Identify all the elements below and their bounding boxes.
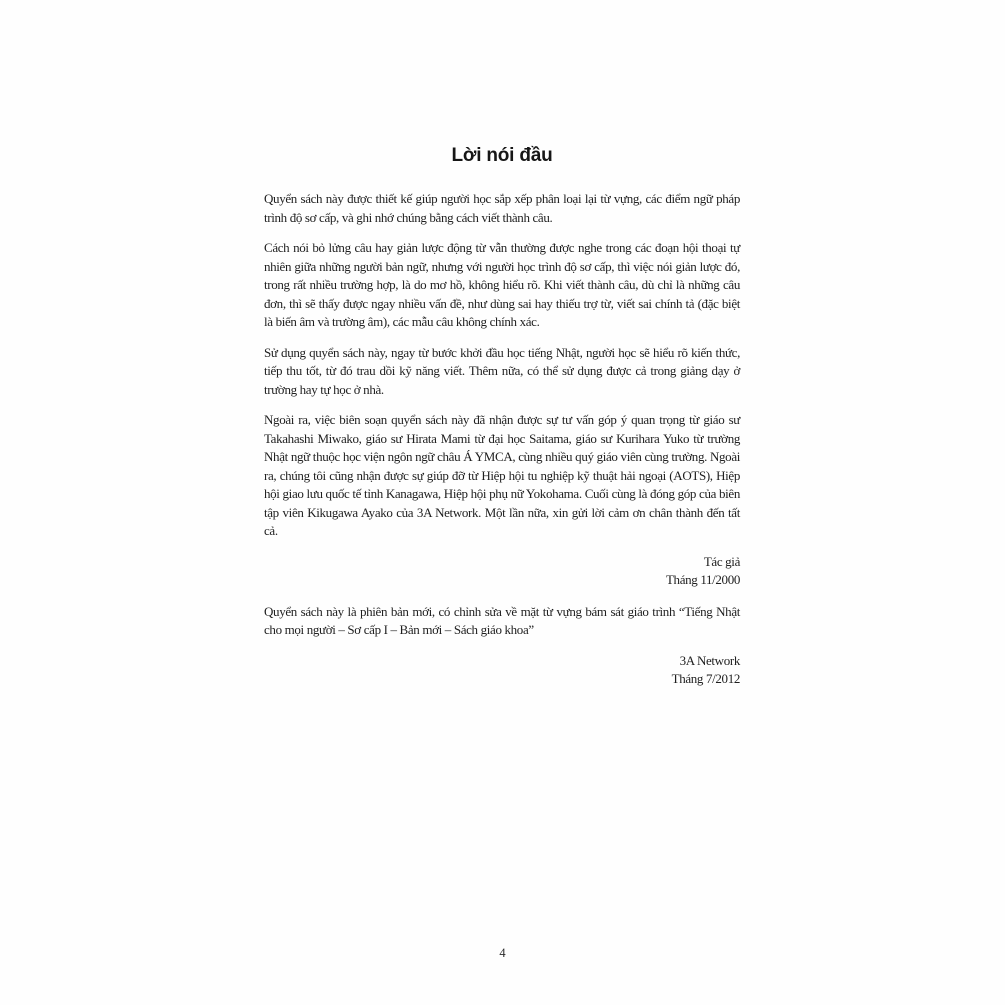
text-block xyxy=(264,145,740,702)
publisher-signature-name: 3A Network xyxy=(679,652,740,668)
publisher-signature xyxy=(264,652,740,689)
paragraph-benefit: Sử dụng quyển sách này, ngay từ bước khởi đầu học tiếng Nhật, người học sẽ hiểu rõ kiến thức, tiếp thu tốt, từ đó trau dồi kỹ năng viết. Thêm nữa, có thể sử dụng được cả trong giảng dạy ở trường hay tự học ở nhà. xyxy=(264,344,740,397)
publisher-signature-date: Tháng 7/2012 xyxy=(671,671,740,686)
paragraph-intro: Quyển sách này được thiết kế giúp người học sắp xếp phân loại lại từ vựng, các điểm ngữ pháp trình độ sơ cấp, và ghi nhớ chúng bằng cách viết thành câu. xyxy=(264,191,740,225)
author-signature xyxy=(264,553,740,590)
paragraph-acknowledgements: Ngoài ra, việc biên soạn quyển sách này đã nhận được sự tư vấn góp ý quan trọng từ giáo sư Takahashi Miwako, giáo sư Hirata Mami từ đại học Saitama, giáo sư Kurihara Yuko từ trường Nhật ngữ thuộc học viện ngôn ngữ châu Á YMCA, cùng nhiều quý giáo viên cùng trường. Ngoài ra, chúng tôi cũng nhận được sự giúp đỡ từ Hiệp hội tu nghiệp kỹ thuật hải ngoại (AOTS), Hiệp hội giao lưu quốc tế tỉnh Kanagawa, Hiệp hội phụ nữ Yokohama. Cuối cùng là đóng góp của biên tập viên Kikugawa Ayako của 3A Network. Một lần nữa, xin gửi lời cảm ơn chân thành đến tất cả. xyxy=(264,412,740,538)
author-signature-date: Tháng 11/2000 xyxy=(665,572,740,587)
page-number: 4 xyxy=(499,946,506,960)
paragraph-revision-note: Quyển sách này là phiên bản mới, có chỉnh sửa về mặt từ vựng bám sát giáo trình “Tiếng Nhật cho mọi người – Sơ cấp I – Bản mới – Sách giáo khoa” xyxy=(264,603,740,637)
paragraph-problem: Cách nói bỏ lửng câu hay giản lược động từ vẫn thường được nghe trong các đoạn hội thoại tự nhiên giữa những người bản ngữ, nhưng với người học trình độ sơ cấp, thì việc nói giản lược đó, trong rất nhiều trường hợp, là do mơ hồ, không hiểu rõ. Khi viết thành câu, dù chỉ là những câu đơn, thì sẽ thấy được ngay nhiều vấn đề, như dùng sai hay thiếu trợ từ, viết sai chính tả (đặc biệt là biến âm và trường âm), các mẫu câu không chính xác. xyxy=(264,240,740,329)
author-signature-name: Tác giả xyxy=(703,553,740,569)
page-title: Lời nói đầu xyxy=(451,145,553,166)
